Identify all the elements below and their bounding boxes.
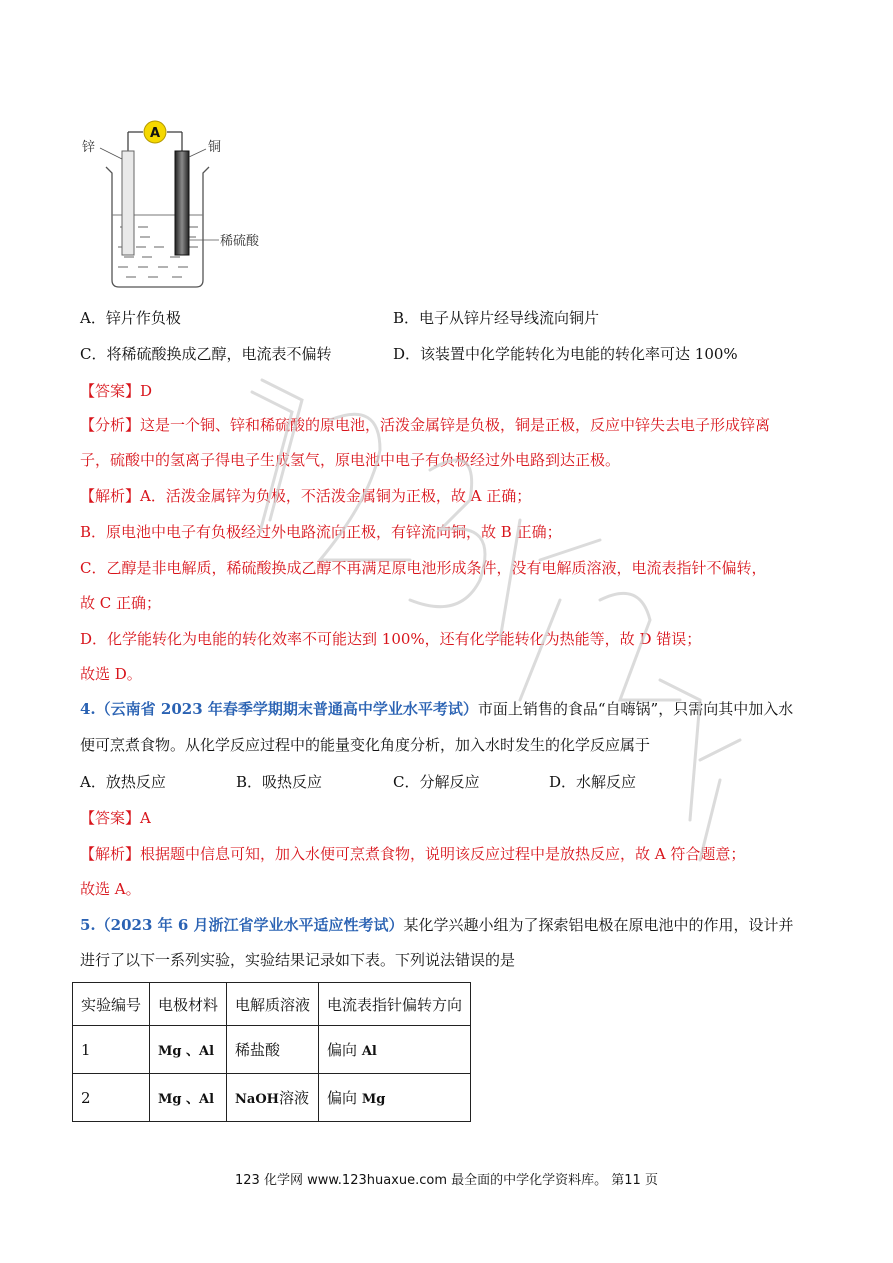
electrode-formula: Mg 、Al	[158, 1092, 215, 1107]
q4-option-a: A．放热反应	[80, 773, 166, 791]
q3-explain-c-line1: C．乙醇是非电解质，稀硫酸换成乙醇不再满足原电池形成条件，没有电解质溶液，电流表指针不偏转，	[80, 559, 767, 577]
table-cell-no: 2	[73, 1074, 150, 1122]
q5-stem-line1	[80, 915, 794, 935]
table-cell-deflection	[319, 1074, 471, 1122]
q4-stem-line2: 便可烹煮食物。从化学反应过程中的能量变化角度分析，加入水时发生的化学反应属于	[80, 736, 651, 754]
electrolyte-text: 稀盐酸	[235, 1041, 281, 1059]
table-row	[73, 1026, 471, 1074]
table-cell-electrode	[150, 1074, 227, 1122]
q3-explain-d: D．化学能转化为电能的转化效率不可能达到 100%，还有化学能转化为热能等，故 D 错误；	[80, 630, 702, 648]
acid-label: 稀硫酸	[220, 234, 260, 249]
q4-choose: 故选 A。	[80, 880, 141, 898]
table-cell-electrolyte	[227, 1026, 319, 1074]
q3-analysis-line1: 【分析】这是一个铜、锌和稀硫酸的原电池，活泼金属锌是负极，铜是正极，反应中锌失去电子形成锌离	[80, 416, 771, 434]
table-header-cell: 电流表指针偏转方向	[319, 983, 471, 1026]
electrode-formula: Mg 、Al	[158, 1044, 215, 1059]
q5-number: 5.	[80, 916, 96, 934]
zinc-electrode	[122, 151, 134, 255]
table-cell-electrode	[150, 1026, 227, 1074]
deflection-text: 偏向	[327, 1041, 358, 1059]
table-header-row	[73, 983, 471, 1026]
page-footer: 123 化学网 www.123huaxue.com 最全面的中学化学资料库。 第11 页	[235, 1173, 658, 1188]
table-header-cell: 电解质溶液	[227, 983, 319, 1026]
q5-stem-line2: 进行了以下一系列实验，实验结果记录如下表。下列说法错误的是	[80, 951, 516, 969]
q3-option-a: A．锌片作负极	[80, 309, 181, 327]
table-header-cell: 实验编号	[73, 983, 150, 1026]
deflection-formula: Al	[361, 1044, 377, 1059]
q3-choose: 故选 D。	[80, 665, 142, 683]
q3-analysis-line2: 子，硫酸中的氢离子得电子生成氢气，原电池中电子有负极经过外电路到达正极。	[80, 451, 621, 469]
ammeter-label: A	[149, 126, 161, 141]
table-header-cell: 电极材料	[150, 983, 227, 1026]
q4-option-c: C．分解反应	[393, 773, 480, 791]
q4-source: （云南省 2023 年春季学期期末普通高中学业水平考试）	[95, 700, 478, 718]
q4-stem-text1: 市面上销售的食品“自嗨锅”，只需向其中加入水	[477, 700, 794, 718]
q4-number: 4.	[80, 700, 96, 718]
q5-stem-text1: 某化学兴趣小组为了探索铝电极在原电池中的作用，设计并	[403, 916, 794, 934]
table-row	[73, 1074, 471, 1122]
deflection-formula: Mg	[361, 1092, 386, 1107]
galvanic-cell-figure	[78, 115, 278, 290]
q3-explain-c-line2: 故 C 正确；	[80, 594, 162, 612]
zinc-label: 锌	[82, 140, 96, 155]
q3-option-d: D．该装置中化学能转化为电能的转化率可达 100%	[393, 345, 738, 363]
q4-explain: 【解析】根据题中信息可知，加入水便可烹煮食物，说明该反应过程中是放热反应，故 A 符合题意；	[80, 845, 746, 863]
q4-answer: 【答案】A	[80, 809, 151, 827]
q3-option-b: B．电子从锌片经导线流向铜片	[393, 309, 600, 327]
table-cell-deflection	[319, 1026, 471, 1074]
table-cell-electrolyte	[227, 1074, 319, 1122]
table-cell-no: 1	[73, 1026, 150, 1074]
copper-electrode	[175, 151, 189, 255]
q3-explain-b: B．原电池中电子有负极经过外电路流向正极，有锌流向铜，故 B 正确；	[80, 523, 562, 541]
q3-option-c: C．将稀硫酸换成乙醇，电流表不偏转	[80, 345, 332, 363]
q5-source: （2023 年 6 月浙江省学业水平适应性考试）	[95, 916, 404, 934]
q4-option-d: D．水解反应	[549, 773, 637, 791]
electrolyte-text: 溶液	[278, 1089, 309, 1107]
q4-stem-line1	[80, 699, 793, 719]
deflection-text: 偏向	[327, 1089, 358, 1107]
q4-option-b: B．吸热反应	[236, 773, 323, 791]
electrolyte-formula: NaOH	[235, 1092, 279, 1107]
copper-label: 铜	[208, 140, 222, 155]
q3-explain-a: 【解析】A．活泼金属锌为负极，不活泼金属铜为正极，故 A 正确；	[80, 487, 532, 505]
q3-answer: 【答案】D	[80, 382, 153, 400]
experiment-table	[72, 982, 471, 1122]
